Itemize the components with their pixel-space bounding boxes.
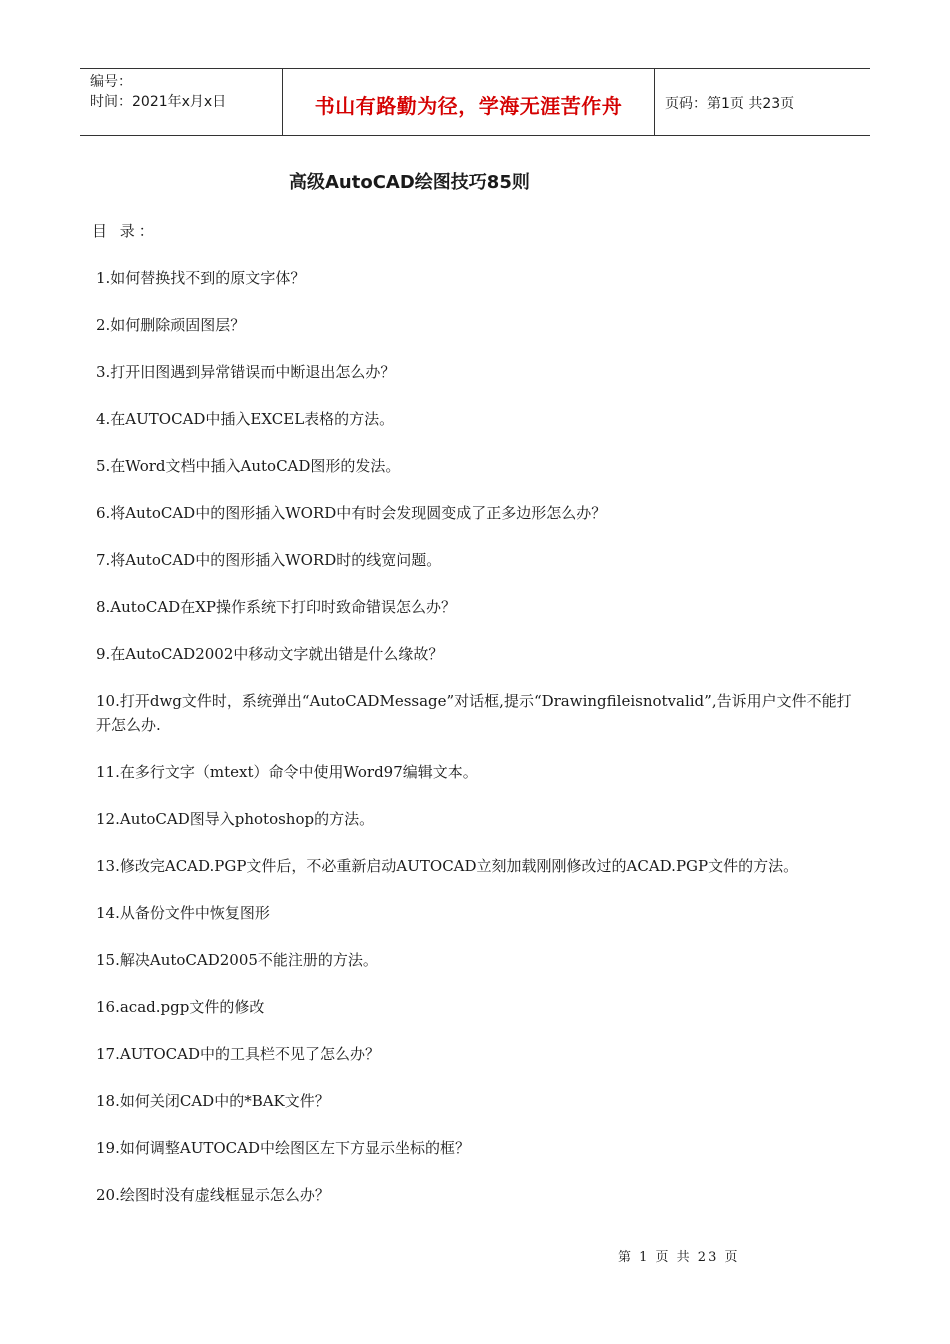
page-footer: 第 1 页 共 23 页	[618, 1250, 740, 1265]
header-page-info: 页码：第1页 共23页	[665, 96, 795, 112]
toc-item: 15.解决AutoCAD2005不能注册的方法。	[96, 951, 378, 969]
toc-item: 17.AUTOCAD中的工具栏不见了怎么办？	[96, 1045, 380, 1063]
page-header	[80, 68, 870, 136]
header-meta	[80, 69, 282, 135]
toc-item: 16.acad.pgp文件的修改	[96, 998, 265, 1016]
number-label: 编号：	[90, 74, 132, 90]
toc-item: 3.打开旧图遇到异常错误而中断退出怎么办？	[96, 363, 396, 381]
toc-item: 2.如何删除顽固图层？	[96, 316, 246, 334]
document-title: 高级AutoCAD绘图技巧85则	[289, 172, 530, 193]
toc-item: 11.在多行文字（mtext）命令中使用Word97编辑文本。	[96, 763, 478, 781]
toc-item: 6.将AutoCAD中的图形插入WORD中有时会发现圆变成了正多边形怎么办？	[96, 504, 607, 522]
toc-item: 4.在AUTOCAD中插入EXCEL表格的方法。	[96, 410, 395, 428]
toc-item: 9.在AutoCAD2002中移动文字就出错是什么缘故？	[96, 645, 444, 663]
toc-item: 1.如何替换找不到的原文字体？	[96, 269, 306, 287]
header-motto: 书山有路勤为径，学海无涯苦作舟	[282, 69, 655, 135]
toc-item: 13.修改完ACAD.PGP文件后，不必重新启动AUTOCAD立刻加载刚刚修改过的ACAD.PGP文件的方法。	[96, 857, 799, 875]
toc-item: 7.将AutoCAD中的图形插入WORD时的线宽问题。	[96, 551, 442, 569]
toc-label: 目 录：	[92, 222, 158, 240]
toc-item: 5.在Word文档中插入AutoCAD图形的发法。	[96, 457, 401, 475]
toc-item: 18.如何关闭CAD中的*BAK文件？	[96, 1092, 330, 1110]
toc-item: 8.AutoCAD在XP操作系统下打印时致命错误怎么办？	[96, 598, 456, 616]
toc-item: 19.如何调整AUTOCAD中绘图区左下方显示坐标的框？	[96, 1139, 470, 1157]
toc-item: 12.AutoCAD图导入photoshop的方法。	[96, 810, 375, 828]
time-label: 时间：2021年x月x日	[90, 94, 227, 110]
toc-item: 14.从备份文件中恢复图形	[96, 904, 270, 922]
table-of-contents	[92, 266, 857, 1230]
toc-item: 20.绘图时没有虚线框显示怎么办？	[96, 1186, 330, 1204]
toc-item: 10.打开dwg文件时，系统弹出“AutoCADMessage”对话框,提示“Drawingfileisnotvalid”,告诉用户文件不能打开怎么办.	[96, 692, 852, 734]
